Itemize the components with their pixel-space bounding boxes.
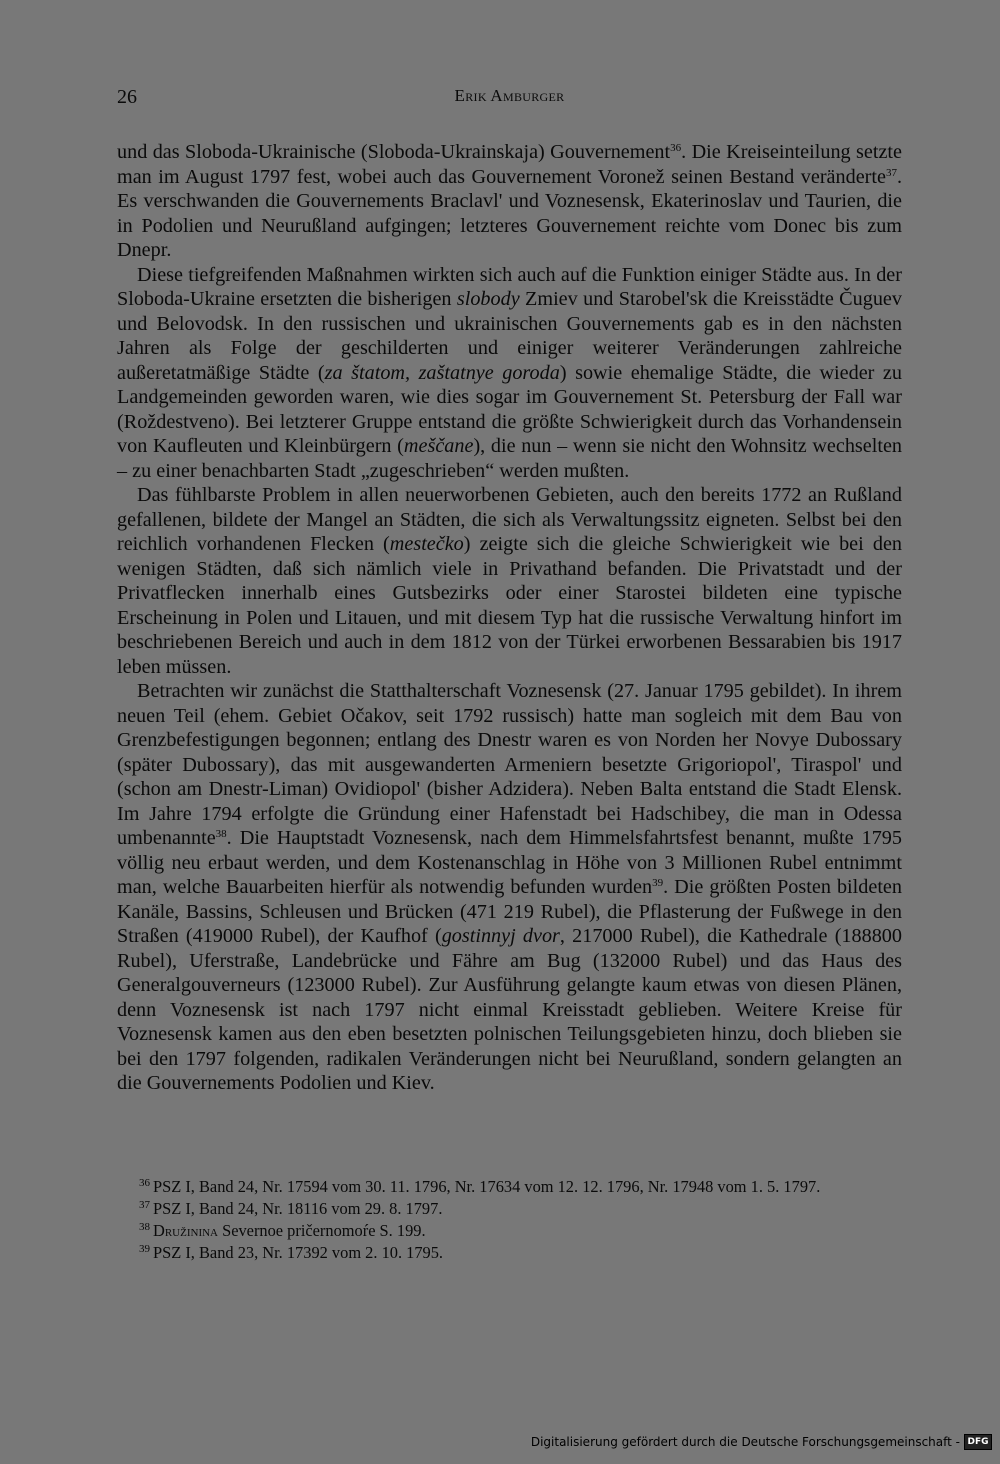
footnotes: [117, 1174, 902, 1262]
paragraph-1: und das Sloboda-Ukrainische (Sloboda-Ukrainskaja) Gouvernement$^{36}$. Die Kreiseinteilung setzte man im August 1797 fest, wobei auch das Gouvernement Voronež seinen Bestand veränderte$^{37}$. Es verschwanden die Gouvernements Braclavl' und Voznesensk, Ekaterinoslav und Taurien, die in Podolien und Neurußland aufgingen; letzteres Gouvernement reichte vom Donec bis zum Dnepr.: [117, 141, 902, 261]
dfg-logo-icon: DFG: [964, 1434, 992, 1450]
digitization-footer: [531, 1434, 992, 1450]
page-number: 26: [117, 86, 137, 108]
running-head: Erik Amburger: [454, 86, 565, 105]
paragraph-4: Betrachten wir zunächst die Statthalterschaft Voznesensk (27. Januar 1795 gebildet). In ihrem neuen Teil (ehem. Gebiet Očakov, seit 1792 russisch) hatte man sogleich mit dem Bau von Grenzbefestigungen begonnen; entlang des Dnestr waren es von Norden her Novye Dubossary (später Dubossary), das mit ausgewanderten Armeniern besetzte Grigoriopol', Tiraspol' und (schon am Dnestr-Liman) Ovidiopol' (bisher Adzidera). Neben Balta entstand die Stadt Elensk. Im Jahre 1794 erfolgte die Gründung einer Hafenstadt bei Hadschibey, die man in Odessa umbenannte$^{38}$. Die Hauptstadt Voznesensk, nach dem Himmelsfahrtsfest benannt, mußte 1795 völlig neu erbaut werden, und dem Kostenanschlag in Höhe von 3 Millionen Rubel entnimmt man, welche Bauarbeiten hierfür als notwendig befunden wurden$^{39}$. Die größten Posten bildeten Kanäle, Bassins, Schleusen und Brücken (471 219 Rubel), die Pflasterung der Fußwege in den Straßen (419000 Rubel), der Kaufhof (gostinnyj dvor, 217000 Rubel), die Kathedrale (188800 Rubel), Uferstraße, Landebrücke und Fähre am Bug (132000 Rubel) und das Haus des Generalgouverneurs (123000 Rubel). Zur Ausführung gelangte kaum etwas von diesen Plänen, denn Voznesensk ist nach 1797 nicht einmal Kreisstadt geblieben. Weitere Kreise für Voznesensk kamen aus den eben besetzten polnischen Teilungsgebieten hinzu, doch blieben sie bei den 1797 folgenden, radikalen Veränderungen nicht bei Neurußland, sondern gelangten an die Gouvernements Podolien und Kiev.: [117, 680, 902, 1094]
body-text: [117, 140, 902, 1096]
footnote-ref-39[interactable]: 39: [652, 877, 664, 889]
footnote-36: $^{36}$ PSZ I, Band 24, Nr. 17594 vom 30. 11. 1796, Nr. 17634 vom 12. 12. 1796, Nr. 17948 vom 1. 5. 1797.: [139, 1177, 821, 1196]
footnote-39: $^{39}$ PSZ I, Band 23, Nr. 17392 vom 2. 10. 1795.: [139, 1243, 444, 1262]
footnote-38: $^{38}$ Družinina Severnoe pričernomoŕe S. 199.: [139, 1221, 426, 1240]
footer-text: Digitalisierung gefördert durch die Deutsche Forschungsgemeinschaft -: [530, 1435, 960, 1449]
footnote-ref-38[interactable]: 38: [215, 828, 227, 840]
footnote-ref-36[interactable]: 36: [670, 142, 682, 154]
footnote-37: $^{37}$ PSZ I, Band 24, Nr. 18116 vom 29. 8. 1797.: [139, 1199, 443, 1218]
paragraph-2: Diese tiefgreifenden Maßnahmen wirkten sich auch auf die Funktion einiger Städte aus. In der Sloboda-Ukraine ersetzten die bisherigen slobody Zmiev und Starobel'sk die Kreisstädte Čuguev und Belovodsk. In den russischen und ukrainischen Gouvernements gab es in den nächsten Jahren als Folge der geschilderten und einiger weiterer Veränderungen zahlreiche außeretatmäßige Städte (za štatom, zaštatnye goroda) sowie ehemalige Städte, die wieder zu Landgemeinden geworden waren, wie dies sogar im Gouvernement St. Petersburg der Fall war (Roždestveno). Bei letzterer Gruppe entstand die größte Schwierigkeit durch das Vorhandensein von Kaufleuten und Kleinbürgern (meščane), die nun – wenn sie nicht den Wohnsitz wechselten – zu einer benachbarten Stadt „zugeschrieben“ werden mußten.: [117, 263, 903, 482]
page-header: [117, 86, 902, 116]
paragraph-3: Das fühlbarste Problem in allen neuerworbenen Gebieten, auch den bereits 1772 an Rußland gefallenen, bildete der Mangel an Städten, die sich als Verwaltungssitz eigneten. Selbst bei den reichlich vorhandenen Flecken (mestečko) zeigte sich die gleiche Schwierigkeit wie bei den wenigen Städten, daß sich nämlich viele in Privathand befanden. Die Privatstadt und der Privatflecken innerhalb eines Gutsbezirks oder einer Starostei bildeten eine typische Erscheinung in Polen und Litauen, und mit diesem Typ hat die russische Verwaltung hinfort im beschriebenen Bereich und auch in dem 1812 von der Türkei erworbenen Bessarabien bis 1917 leben müssen.: [117, 484, 902, 678]
footnote-ref-37[interactable]: 37: [885, 166, 897, 179]
